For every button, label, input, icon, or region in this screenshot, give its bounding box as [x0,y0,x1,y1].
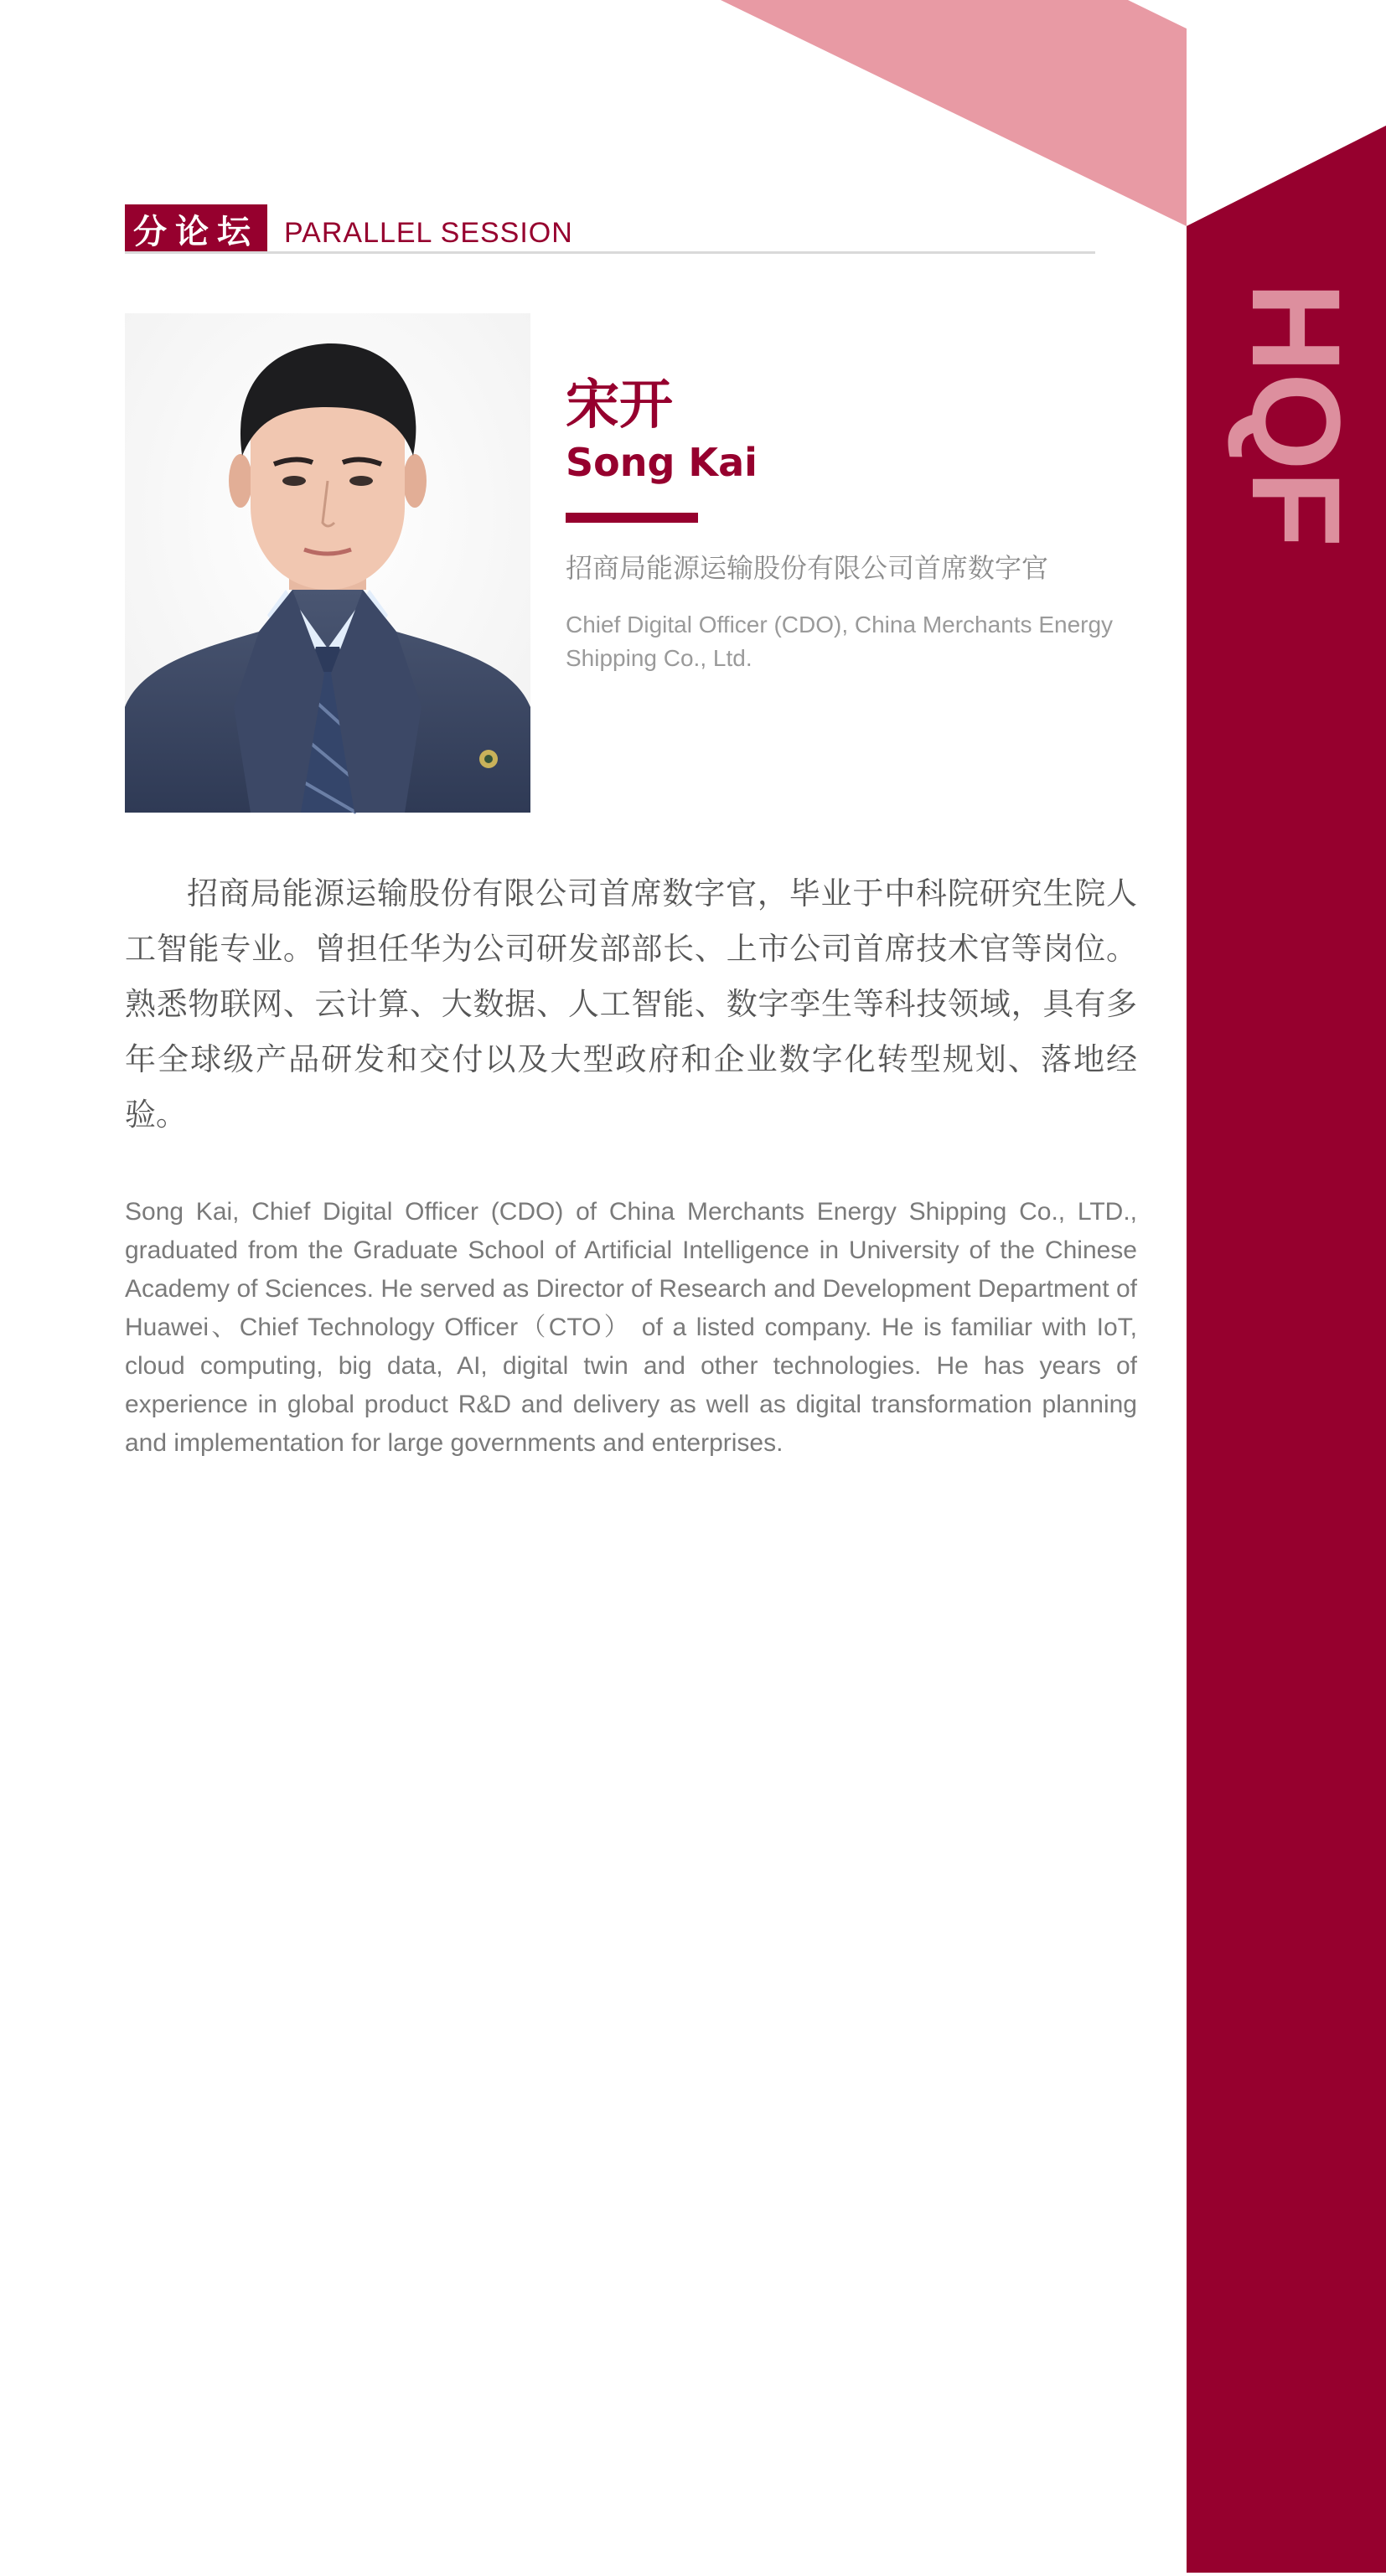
name-underline [566,513,698,523]
decorative-ribbon [0,0,1386,235]
speaker-portrait [125,313,530,813]
hqf-logo-mark [1226,276,1367,553]
portrait-illustration [125,313,530,813]
speaker-title-cn: 招商局能源运输股份有限公司首席数字官 [566,552,1049,584]
session-title-en: PARALLEL SESSION [284,217,573,249]
speaker-name-en: Song Kai [566,440,758,485]
bio-paragraph-cn: 招商局能源运输股份有限公司首席数字官，毕业于中科院研究生院人工智能专业。曾担任华为公司研发部部长、上市公司首席技术官等岗位。熟悉物联网、云计算、大数据、人工智能、数字孪生等科技领域，具有多年全球级产品研发和交付以及大型政府和企业数字化转型规划、落地经验。 [125,875,1137,1133]
session-tag-label: 分论坛 [133,212,259,251]
header-divider [125,251,1095,254]
speaker-name-cn: 宋开 [566,374,673,436]
speaker-title-en: Chief Digital Officer (CDO), China Merchants Energy Shipping Co., Ltd. [566,612,1114,671]
bio-paragraph-en: Song Kai, Chief Digital Officer (CDO) of China Merchants Energy Shipping Co., LTD., graduated from the Graduate School of Artificial Intelligence in University of the Chinese Academy of Sciences. He served as Director of Research and Development Department of Huawei、Chief Technology Officer（CTO） of a listed company. He is familiar with IoT, cloud computing, big data, AI, digital twin and other technologies. He has years of experience in global product R&D and delivery as well as digital transformation planning and implementation for large governments and enterprises. [125,1198,1137,1457]
hqf-logo-text: HQF [1226,281,1367,548]
session-tag [125,204,267,253]
